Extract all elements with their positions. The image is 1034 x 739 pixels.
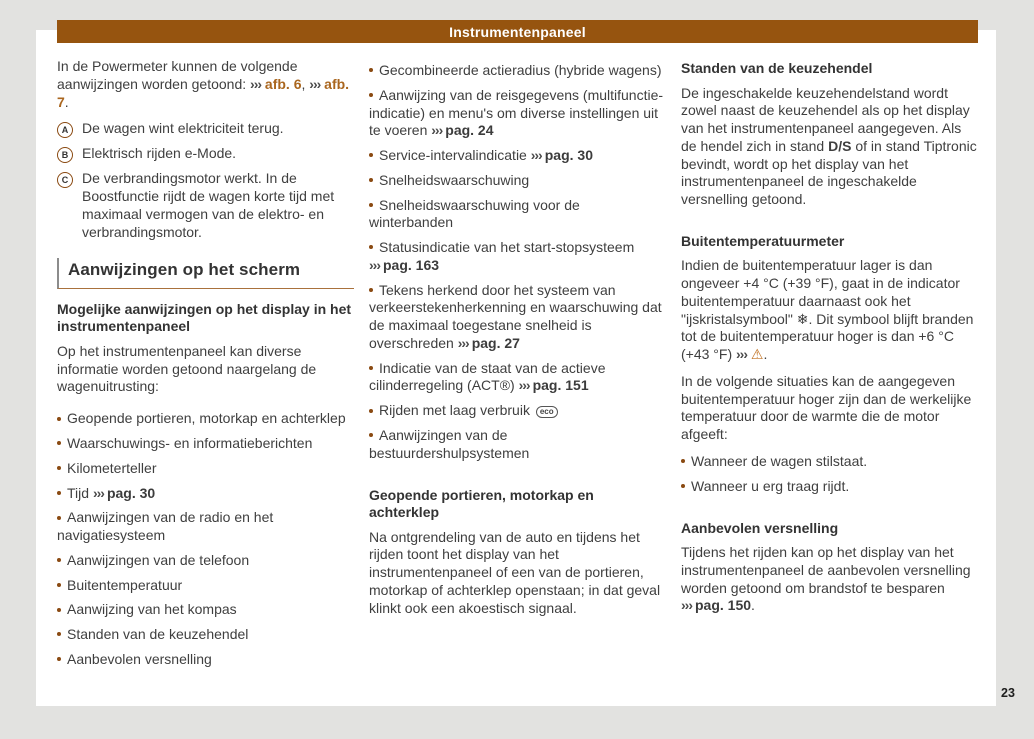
bullet-icon <box>369 409 373 413</box>
list-item <box>57 485 354 503</box>
subheading-display-options: Mogelijke aanwijzingen op het display in het instrumentenpaneel <box>57 300 352 335</box>
page-ref-link[interactable]: pag. 24 <box>445 122 494 139</box>
list-item <box>57 626 354 644</box>
list-item <box>369 282 666 353</box>
bullet-icon <box>681 484 685 488</box>
bullet-list-col1 <box>57 410 354 668</box>
intro-paragraph <box>57 58 354 111</box>
bullet-icon <box>369 366 373 370</box>
list-item <box>369 427 666 463</box>
bullet-text: Buitentemperatuur <box>67 576 183 593</box>
section-heading: Aanwijzingen op het scherm <box>57 258 354 289</box>
list-item <box>369 172 666 190</box>
figure-link-afb7[interactable]: afb. 7 <box>57 75 350 110</box>
bullet-icon <box>57 657 61 661</box>
column-2 <box>369 58 666 676</box>
bullet-icon <box>369 433 373 437</box>
page-ref-link[interactable]: pag. 150 <box>695 597 752 614</box>
paragraph-outside-temperature <box>681 257 978 364</box>
ref-arrows-icon: ››› <box>250 75 262 92</box>
paragraph-temperature-situations: In de volgende situaties kan de aangegeven buitentemperatuur hoger zijn dan de werkelijke temperatuur door de warmte die de motor afgeeft: <box>681 372 972 443</box>
page-number: 23 <box>1001 686 1015 700</box>
column-1 <box>57 58 354 676</box>
body-text: De ingeschakelde keuzehendelstand wordt zowel naast de keuzehendel als op het display van het instrumentenpaneel aangegeven. Als de hendel zich in stand <box>681 84 970 154</box>
list-item <box>57 509 354 545</box>
list-item <box>57 651 354 669</box>
list-item <box>681 453 978 471</box>
ref-arrows-icon: ››› <box>681 597 692 614</box>
page-ref-link[interactable]: pag. 151 <box>532 377 589 394</box>
bullet-icon <box>57 417 61 421</box>
lettered-item-text: De verbrandingsmotor werkt. In de Boostfunctie rijdt de wagen korte tijd met maximaal vermogen van de elektro- en verbrandingsmotor. <box>82 170 335 240</box>
bullet-icon <box>681 459 685 463</box>
list-item <box>369 360 666 396</box>
bullet-text: Wanneer de wagen stilstaat. <box>691 453 868 470</box>
snowflake-icon: ❄ <box>796 310 809 327</box>
bullet-text: Snelheidswaarschuwing voor de winterbanden <box>369 196 580 231</box>
body-text: Indien de buitentemperatuur lager is dan ongeveer +4 °C (+39 °F), gaat in de indicator buitentemperatuur daarnaast ook het "ijskristalsymbool" <box>681 257 960 327</box>
list-item <box>57 601 354 619</box>
bullet-text: Aanbevolen versnelling <box>67 650 212 667</box>
bullet-text: Aanwijzing van de reisgegevens (multifunctie-indicatie) en menu's om diverse instellingen uit te voeren <box>369 86 664 139</box>
list-item <box>57 410 354 428</box>
bullet-icon <box>369 288 373 292</box>
bullet-icon <box>369 178 373 182</box>
list-item <box>369 239 666 275</box>
bullet-icon <box>369 245 373 249</box>
bullet-icon <box>57 466 61 470</box>
subheading-selector-positions: Standen van de keuzehendel <box>681 60 873 76</box>
bullet-icon <box>369 68 373 72</box>
paragraph-open-doors: Na ontgrendeling van de auto en tijdens het rijden toont het display van het instrumentenpaneel of een van de portieren, motorkap of achterklep openstaan; in dat geval klinkt ook een akoestisch signaal. <box>369 528 661 616</box>
bullet-icon <box>57 632 61 636</box>
ref-arrows-icon: ››› <box>431 122 443 139</box>
letter-badge: A <box>57 122 73 138</box>
bullet-icon <box>57 558 61 562</box>
letter-badge: C <box>57 172 73 188</box>
body-text: . <box>763 346 768 363</box>
list-item <box>57 552 354 570</box>
intro-separator: , <box>301 75 310 92</box>
bullet-text: Service-intervalindicatie <box>379 147 531 164</box>
bullet-text: Tekens herkend door het systeem van verkeerstekenherkenning en waarschuwing dat de maximaal toegestane snelheid is overschreden <box>369 281 662 351</box>
intro-period: . <box>64 93 69 110</box>
list-item <box>369 402 666 420</box>
content-columns <box>57 58 978 676</box>
bullet-list-col3 <box>681 453 978 496</box>
subheading-open-doors: Geopende portieren, motorkap en achterklep <box>369 486 594 521</box>
list-item <box>57 460 354 478</box>
bullet-icon <box>57 441 61 445</box>
list-item <box>369 62 666 80</box>
bullet-text: Aanwijzing van het kompas <box>67 601 237 618</box>
page-title: Instrumentenpaneel <box>449 23 586 40</box>
bullet-icon <box>57 491 61 495</box>
paragraph-recommended-gear <box>681 544 978 615</box>
list-item <box>369 87 666 140</box>
page-ref-link[interactable]: pag. 30 <box>544 147 593 164</box>
letter-badge: B <box>57 147 73 163</box>
intro-text: In de Powermeter kunnen de volgende aanwijzingen worden getoond: <box>57 58 298 92</box>
bullet-icon <box>57 516 61 520</box>
bullet-text: Aanwijzingen van de radio en het navigatiesysteem <box>57 509 274 544</box>
ref-arrows-icon: ››› <box>530 147 542 164</box>
list-item <box>57 435 354 453</box>
ref-arrows-icon: ››› <box>92 484 104 501</box>
bullet-text: Geopende portieren, motorkap en achterklep <box>67 410 346 427</box>
ref-arrows-icon: ››› <box>309 75 321 92</box>
lettered-item <box>57 145 354 163</box>
column-3 <box>681 58 978 676</box>
body-text: . Dit symbool blijft branden tot de buitentemperatuur hoger is dan +6 °C (+43 °F) <box>681 310 974 363</box>
body-text: Tijdens het rijden kan op het display van het instrumentenpaneel de aanbevolen versnelling worden getoond om brandstof te besparen <box>681 544 971 596</box>
ref-arrows-icon: ››› <box>736 346 748 363</box>
bullet-text: Aanwijzingen van de telefoon <box>67 551 250 568</box>
body-text: . <box>751 597 755 614</box>
list-item <box>57 577 354 595</box>
page-ref-link[interactable]: pag. 27 <box>471 334 520 351</box>
eco-icon: eco <box>536 406 558 418</box>
list-item <box>369 197 666 233</box>
gear-mode-label: D/S <box>828 137 852 154</box>
bullet-text: Standen van de keuzehendel <box>67 626 249 643</box>
bullet-icon <box>57 608 61 612</box>
bullet-text: Indicatie van de staat van de actieve cilinderregeling (ACT®) <box>369 359 606 394</box>
bullet-icon <box>369 153 373 157</box>
bullet-text: Aanwijzingen van de bestuurdershulpsystemen <box>369 427 530 461</box>
bullet-text: Wanneer u erg traag rijdt. <box>691 477 850 494</box>
bullet-text: Statusindicatie van het start-stopsysteem <box>379 239 635 256</box>
bullet-text: Waarschuwings- en informatieberichten <box>67 435 313 451</box>
subheading-recommended-gear: Aanbevolen versnelling <box>681 519 839 536</box>
body-text: of in stand Tiptronic bevindt, wordt op het display van het instrumentenpaneel de ingeschakelde versnelling getoond. <box>681 137 977 208</box>
bullet-text: Rijden met laag verbruik <box>379 402 534 419</box>
bullet-icon <box>369 93 373 97</box>
lettered-list <box>57 120 354 241</box>
bullet-text: Kilometerteller <box>67 459 157 476</box>
bullet-text: Gecombineerde actieradius (hybride wagens) <box>379 62 662 78</box>
list-item <box>681 478 978 496</box>
ref-arrows-icon: ››› <box>518 377 530 394</box>
lettered-item-text: Elektrisch rijden e-Mode. <box>82 145 237 162</box>
figure-link-afb6[interactable]: afb. 6 <box>264 75 302 92</box>
lettered-item-text: De wagen wint elektriciteit terug. <box>82 120 284 137</box>
ref-arrows-icon: ››› <box>369 256 380 273</box>
lettered-item <box>57 170 354 241</box>
bullet-text: Snelheidswaarschuwing <box>379 171 530 188</box>
lettered-item <box>57 120 354 138</box>
page-ref-link[interactable]: pag. 30 <box>106 484 156 501</box>
bullet-icon <box>369 203 373 207</box>
page-ref-link[interactable]: pag. 163 <box>383 256 440 273</box>
bullet-list-col2 <box>369 62 666 463</box>
list-item <box>369 147 666 165</box>
page-header <box>57 20 978 43</box>
bullet-text: Tijd <box>67 484 93 501</box>
warning-triangle-icon[interactable]: ⚠ <box>750 346 764 363</box>
paragraph-selector-positions <box>681 85 978 209</box>
ref-arrows-icon: ››› <box>457 334 469 351</box>
paragraph-display-info: Op het instrumentenpaneel kan diverse informatie worden getoond naargelang de wagenuitrusting: <box>57 342 317 395</box>
subheading-outside-temperature: Buitentemperatuurmeter <box>681 232 845 249</box>
bullet-icon <box>57 583 61 587</box>
